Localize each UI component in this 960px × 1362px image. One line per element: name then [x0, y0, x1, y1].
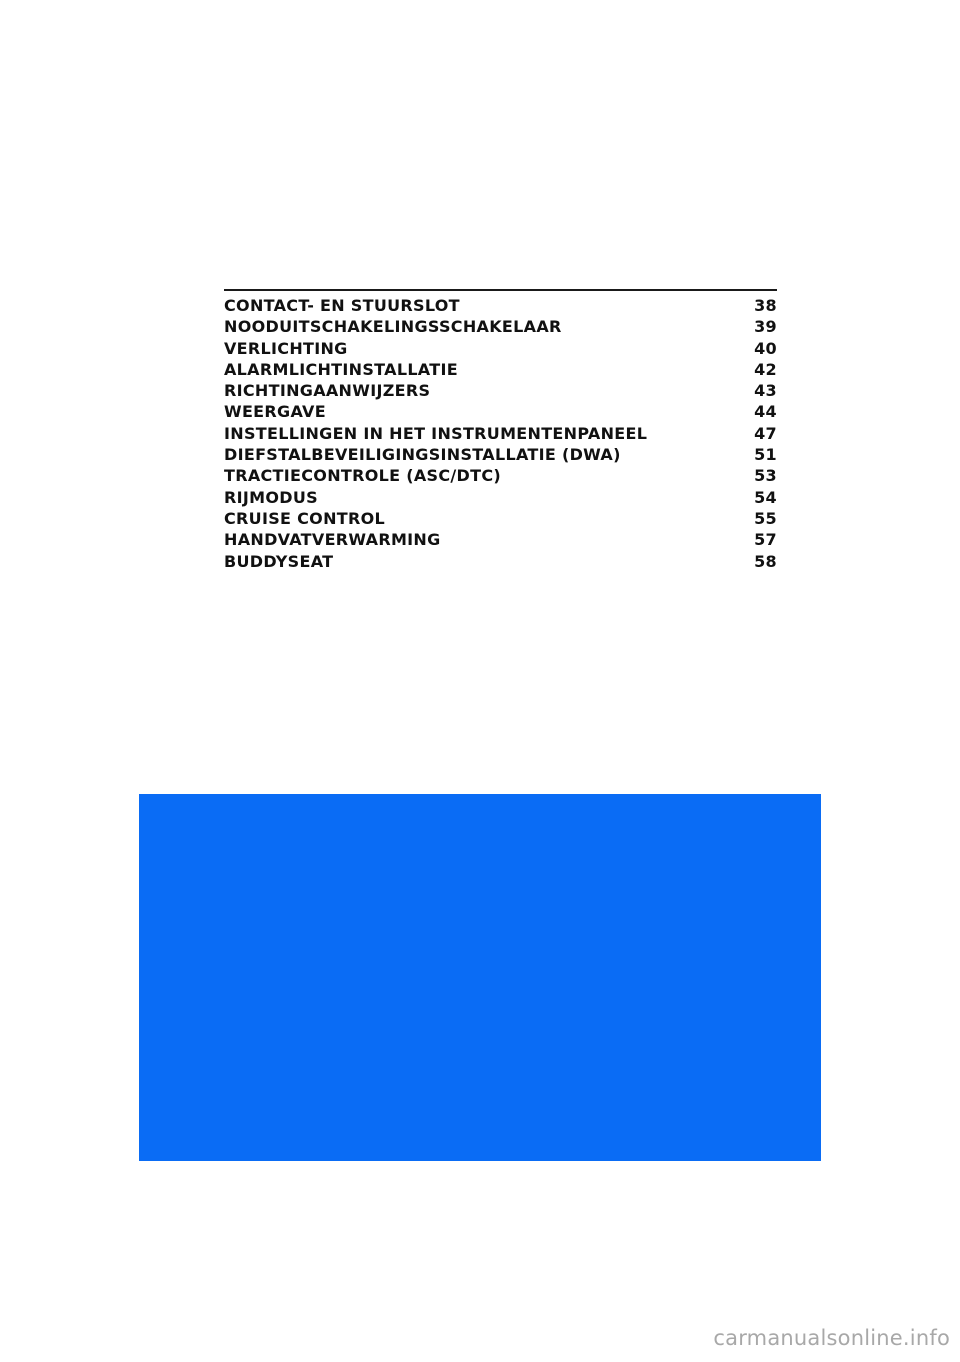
toc-entry[interactable]: [224, 316, 777, 337]
toc-entry-page: 53: [754, 466, 777, 486]
toc-entry-title: CRUISE CONTROL: [224, 508, 385, 528]
toc-entry-title: DIEFSTALBEVEILIGINGSINSTALLATIE (DWA): [224, 445, 621, 465]
toc-entry[interactable]: [224, 551, 777, 572]
toc-entry-title: CONTACT- EN STUURSLOT: [224, 296, 460, 315]
toc-entry-title: HANDVATVERWARMING: [224, 530, 441, 550]
toc-entry-title: BUDDYSEAT: [224, 551, 334, 571]
toc-entry[interactable]: [224, 465, 777, 486]
toc-entry-title: NOODUITSCHAKELINGSSCHAKELAAR: [224, 317, 562, 337]
toc-entry-page: 39: [754, 317, 777, 337]
toc-entry-page: 40: [754, 338, 777, 358]
toc-entry[interactable]: [224, 529, 777, 550]
toc-entry[interactable]: [224, 444, 777, 465]
toc-entry-title: TRACTIECONTROLE (ASC/DTC): [224, 466, 501, 486]
toc-entry-page: 42: [754, 359, 777, 379]
toc-entry-page: 58: [754, 551, 777, 571]
toc-entry[interactable]: [224, 295, 777, 316]
toc-entry-page: 55: [754, 508, 777, 528]
watermark-text: carmanualsonline.info: [713, 1326, 950, 1350]
toc-entry-title: VERLICHTING: [224, 338, 348, 358]
table-of-contents: [224, 289, 777, 572]
toc-entry-title: INSTELLINGEN IN HET INSTRUMENTENPANEEL: [224, 423, 648, 443]
toc-entry-page: 44: [754, 402, 777, 422]
toc-entry-title: ALARMLICHTINSTALLATIE: [224, 359, 458, 379]
toc-entry[interactable]: [224, 338, 777, 359]
blue-image-panel: [139, 794, 821, 1161]
toc-entry-page: 47: [754, 423, 777, 443]
toc-entry-title: RICHTINGAANWIJZERS: [224, 381, 431, 401]
toc-entry-page: 38: [754, 296, 777, 315]
toc-entry[interactable]: [224, 423, 777, 444]
toc-entry[interactable]: [224, 359, 777, 380]
toc-entry[interactable]: [224, 380, 777, 401]
toc-entry[interactable]: [224, 487, 777, 508]
toc-entry-title: WEERGAVE: [224, 402, 326, 422]
toc-entry-page: 51: [754, 445, 777, 465]
toc-entry[interactable]: [224, 401, 777, 422]
toc-entry[interactable]: [224, 508, 777, 529]
toc-entry-page: 43: [754, 381, 777, 401]
toc-entry-title: RIJMODUS: [224, 487, 318, 507]
toc-entry-page: 57: [754, 530, 777, 550]
toc-entry-page: 54: [754, 487, 777, 507]
